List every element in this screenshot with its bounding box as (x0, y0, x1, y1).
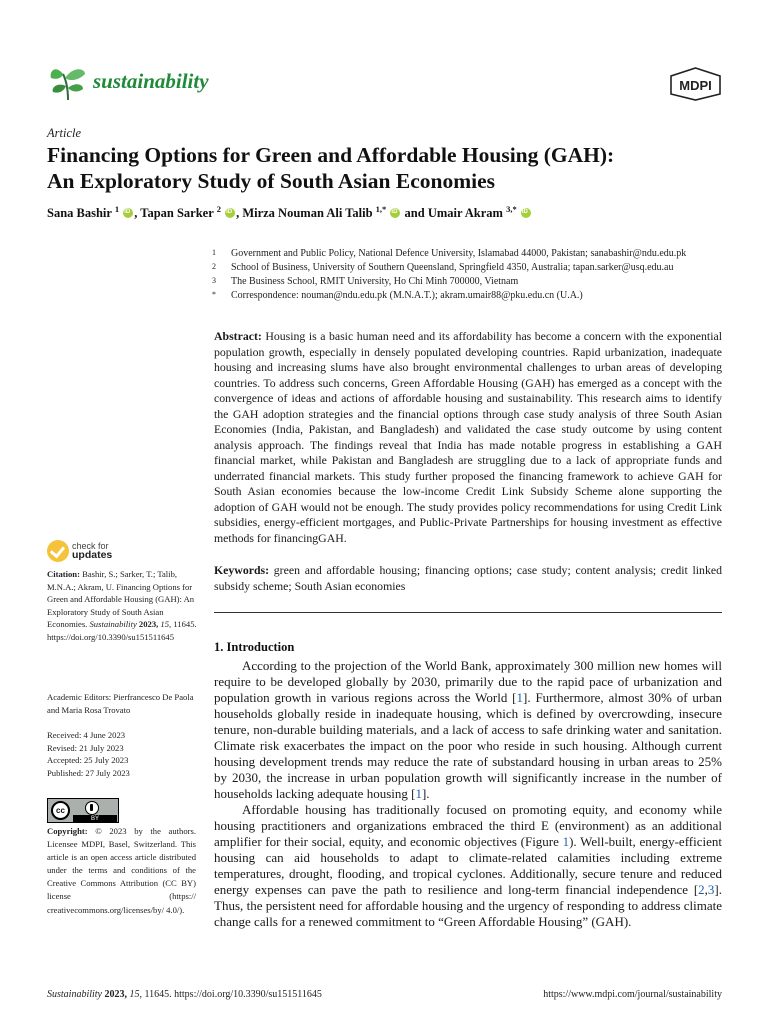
author-name[interactable]: Sana Bashir (47, 206, 112, 221)
correspondence (212, 289, 732, 303)
affiliation (212, 275, 732, 289)
affiliation (212, 247, 732, 261)
author-name[interactable]: Umair Akram (427, 206, 503, 221)
orcid-icon[interactable] (521, 208, 531, 218)
affiliation-number: 3 (212, 276, 216, 285)
correspondence-text[interactable]: Correspondence: nouman@ndu.edu.pk (M.N.A.T.); akram.umair88@pku.edu.cn (U.A.) (231, 290, 583, 301)
date-received: Received: 4 June 2023 (47, 730, 126, 740)
affiliation-number: 1 (212, 248, 216, 257)
check-for-updates-button[interactable]: check for updates (47, 540, 127, 566)
paragraph: According to the projection of the World Bank, approximately 300 million new homes will require to be developed globally by 2030, primarily due to the rapid pace of urbanization and population growth in various regions across the World [1]. Furthermore, almost 30% of urban households globally reside in inadequate housing, which is defined by overcrowding, insecure tenure, non-durable building materials, and a lack of access to safe drinking water and sanitation. Climate risk exacerbates the impact on the poor who reside in such housing. Although current housing development trends may reduce the rate of substandard housing in urban areas to 25% by 2030, the increase in urban population growth will significantly increase in the number of households lacking adequate housing [1]. (214, 658, 722, 801)
abstract-text: Housing is a basic human need and its affordability has become a concern with the exponential population growth, especially in densely populated developing countries. Rapid urbanization, inadequate housing and increasing slums have also brought environmental challenges to urban areas of developing countries. To address such concerns, Green Affordable Housing (GAH) has emerged as a concept with the convergence of ideas and actions of affordable housing and sustainability. This research aims to identify the GAH adoption strategies and the financial options through case study analysis of three South Asian Economies (India, Pakistan, and Bangladesh) and validated the case study outcome by using content analysis approach. The findings reveal that India has made notable progress in establishing a GAH financial market, while Pakistan and Bangladesh are struggling due to a lack of appropriate funds and underrated financial markets. This study further proposed the financing framework to achieve GAH for South Asian economies because the low-income Credit Link Subsidy Scheme alone supporting the adoption of GAH would not be enough. The study provides policy recommendations for using Credit Link subsidies, energy-efficient mortgages, and Public-Private Partnerships for housing investment as effective methods for financingGAH. (214, 329, 722, 545)
paper-title (47, 142, 727, 194)
affiliations (212, 247, 732, 303)
affiliation (212, 261, 732, 275)
date-accepted: Accepted: 25 July 2023 (47, 755, 129, 766)
date-revised: Revised: 21 July 2023 (47, 742, 124, 753)
section-body (214, 658, 722, 930)
date-published: Published: 27 July 2023 (47, 767, 130, 778)
footer-citation: Sustainability 2023, 15, 11645. https://doi.org/10.3390/su151511645 (47, 989, 322, 1000)
author-affiliation-mark: 3,* (506, 204, 517, 214)
affiliation-text: The Business School, RMIT University, Ho Chi Minh 700000, Vietnam (231, 276, 519, 287)
author-list: Sana Bashir $^1$ iD , Tapan Sarker $^2$ iD , Mirza Nouman Ali Talib $^{1,*}$ iD and Umair Akram $^{3,*}$ iD (47, 204, 532, 221)
mdpi-logo-text: MDPI (679, 78, 712, 93)
author-name[interactable]: Mirza Nouman Ali Talib (242, 206, 373, 221)
author-affiliation-mark: 2 (216, 204, 221, 214)
correspondence-mark: * (212, 290, 216, 299)
citation-link[interactable]: 2 (698, 882, 705, 897)
academic-editors: Academic Editors: Pierfrancesco De Paola and Maria Rosa Trovato (47, 692, 194, 715)
publication-dates (47, 729, 197, 779)
author-affiliation-mark: 1 (114, 204, 120, 214)
footer-doi-link[interactable]: 11645. https://doi.org/10.3390/su151511645 (144, 989, 322, 1000)
copyright-text: © 2023 by the authors. Licensee MDPI, Basel, Switzerland. This article is an open access article distributed under the terms and conditions of the Creative Commons Attribution (CC BY) license (https:// creativecommons.org/licenses/by/ 4.0/). (47, 826, 196, 915)
journal-logo-icon[interactable] (47, 62, 89, 102)
cc-icon: cc (51, 801, 70, 820)
title-line-1: Financing Options for Green and Affordable Housing (GAH): (47, 143, 615, 167)
check-icon (47, 540, 69, 562)
author-affiliation-mark: 1,* (375, 204, 387, 214)
article-type: Article (47, 126, 82, 140)
figure-link[interactable]: 1 (562, 834, 570, 849)
divider (214, 612, 722, 613)
attribution-icon (85, 801, 99, 815)
paragraph: Affordable housing has traditionally focused on promoting equity, and economy while housing practitioners and organizations embraced the third E (environment) as an additional amplifier for their social, equity, and economic objectives (Figure 1). Well-built, energy-efficient housing can aid households to adapt to climate-related calamities including extreme temperatures, drought, flooding, and tropical cyclones. Additionally, secure tenure and reduced energy expenses can pave the path to resilience and long-term financial independence [2,3]. Thus, the persistent need for affordable housing and the urgency of responding to address climate change calls for a renewed commitment to “Green Affordable Housing” (GAH). (214, 802, 722, 929)
copyright-label: Copyright: (47, 826, 88, 836)
journal-name[interactable]: sustainability (93, 69, 209, 93)
footer-journal-url[interactable]: https://www.mdpi.com/journal/sustainability (543, 989, 722, 1000)
orcid-icon[interactable] (225, 208, 235, 218)
affiliation-number: 2 (212, 262, 216, 271)
copyright-notice (47, 825, 196, 917)
citation-doi[interactable]: 11645. https://doi.org/10.3390/su151511645 (47, 619, 197, 642)
abstract-label: Abstract: (214, 329, 262, 343)
author-name[interactable]: Tapan Sarker (140, 206, 214, 221)
keywords-label: Keywords: (214, 563, 270, 577)
title-line-2: An Exploratory Study of South Asian Economies (47, 169, 495, 193)
orcid-icon[interactable] (390, 208, 400, 218)
citation-block: Citation: Bashir, S.; Sarker, T.; Talib, M.N.A.; Akram, U. Financing Options for Green and Affordable Housing (GAH): An Exploratory Study of South Asian Economies. Sustainability 2023, 15, 11645. https://doi.org/10.3390/su151511645 (47, 569, 197, 642)
cc-by-license-badge[interactable] (47, 798, 119, 823)
keywords-text: green and affordable housing; financing options; case study; content analysis; credit linked subsidy scheme; South Asian economies (214, 563, 722, 593)
citation-link[interactable]: 1 (415, 786, 422, 801)
citation-link[interactable]: 3 (707, 882, 715, 897)
by-label: BY (73, 815, 117, 823)
affiliation-text: School of Business, University of Southern Queensland, Springfield 4350, Australia; tapan.sarker@usq.edu.au (231, 262, 674, 273)
keywords (214, 563, 722, 594)
orcid-icon[interactable] (123, 208, 133, 218)
section-heading: 1. Introduction (214, 640, 295, 654)
abstract (214, 329, 722, 546)
mdpi-logo[interactable] (668, 67, 723, 101)
citation-label: Citation: (47, 569, 80, 579)
citation-link[interactable]: 1 (516, 690, 524, 705)
affiliation-text: Government and Public Policy, National Defence University, Islamabad 44000, Pakistan; sanabashir@ndu.edu.pk (231, 248, 687, 259)
